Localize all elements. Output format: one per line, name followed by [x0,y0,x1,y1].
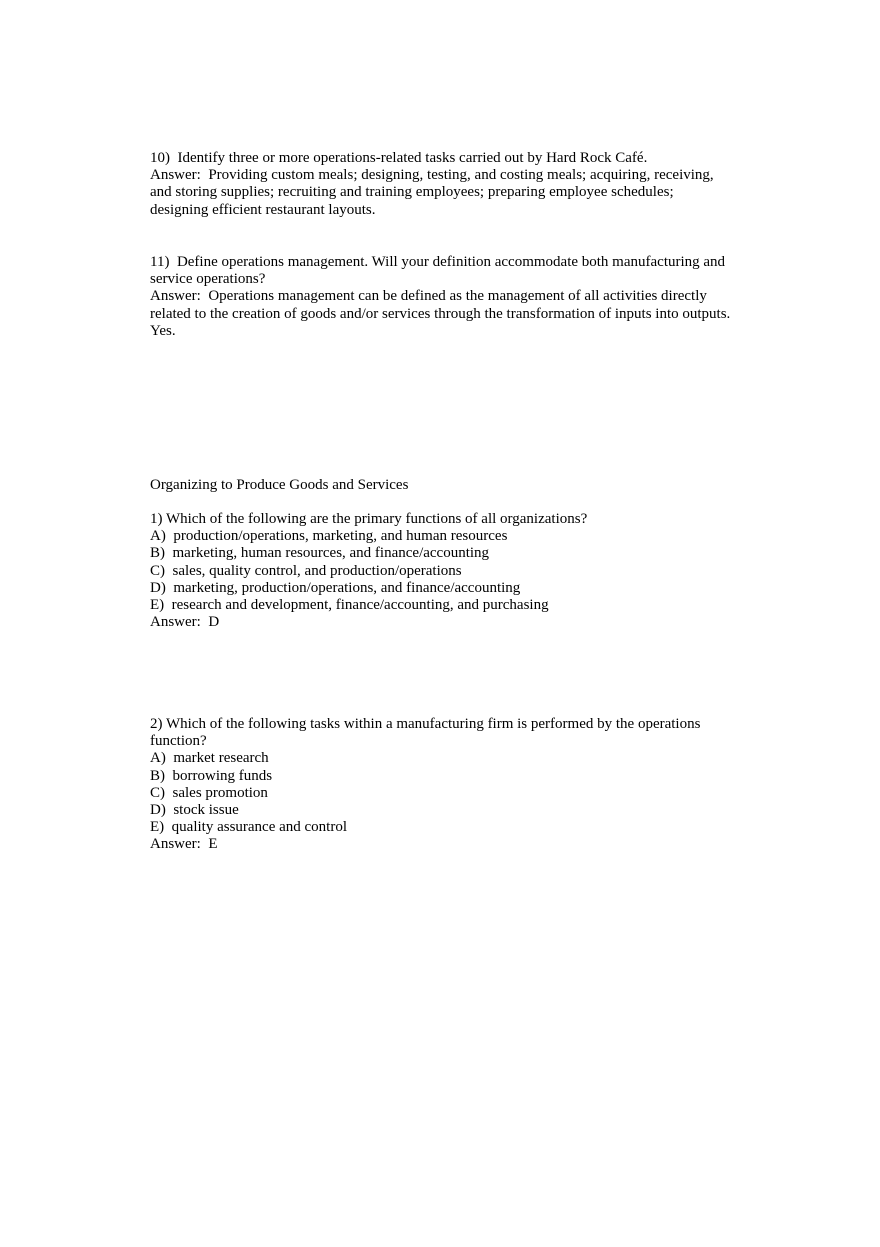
mc2-question: function? [150,733,207,750]
mc2-answer: Answer: E [150,836,218,853]
multiple-choice-1 [150,511,740,631]
mc1-option-d: D) marketing, production/operations, and finance/accounting [150,579,521,596]
question-10-answer-line: Answer: Providing custom meals; designing, testing, and costing meals; acquiring, receiving, [150,167,714,184]
mc2-option-a: A) market research [150,750,269,767]
question-11-answer-line: Answer: Operations management can be defined as the management of all activities directly [150,288,707,305]
mc2-option-e: E) quality assurance and control [150,819,348,836]
question-10-answer-line: designing efficient restaurant layouts. [150,201,376,218]
question-10-answer-line: and storing supplies; recruiting and training employees; preparing employee schedules; [150,184,674,201]
mc1-question: 1) Which of the following are the primary functions of all organizations? [150,511,588,527]
mc2-option-d: D) stock issue [150,802,239,819]
section-heading [150,477,740,494]
mc2-option-c: C) sales promotion [150,784,268,801]
question-11 [150,254,740,340]
question-10 [150,150,740,219]
mc1-option-c: C) sales, quality control, and production/operations [150,562,462,579]
multiple-choice-2 [150,716,740,854]
mc1-option-e: E) research and development, finance/accounting, and purchasing [150,597,549,614]
question-11-answer-line: related to the creation of goods and/or services through the transformation of inputs into outputs. [150,305,731,322]
question-11-prompt: 11) Define operations management. Will your definition accommodate both manufacturing and [150,254,726,270]
mc2-question: 2) Which of the following tasks within a manufacturing firm is performed by the operations [150,716,701,732]
mc1-option-a: A) production/operations, marketing, and human resources [150,528,508,545]
mc2-option-b: B) borrowing funds [150,767,273,784]
section-title: Organizing to Produce Goods and Services [150,477,409,493]
question-11-prompt: service operations? [150,271,266,288]
question-11-answer-line: Yes. [150,322,176,339]
mc1-option-b: B) marketing, human resources, and finance/accounting [150,545,490,562]
question-10-prompt: 10) Identify three or more operations-related tasks carried out by Hard Rock Café. [150,150,648,166]
mc1-answer: Answer: D [150,614,220,631]
